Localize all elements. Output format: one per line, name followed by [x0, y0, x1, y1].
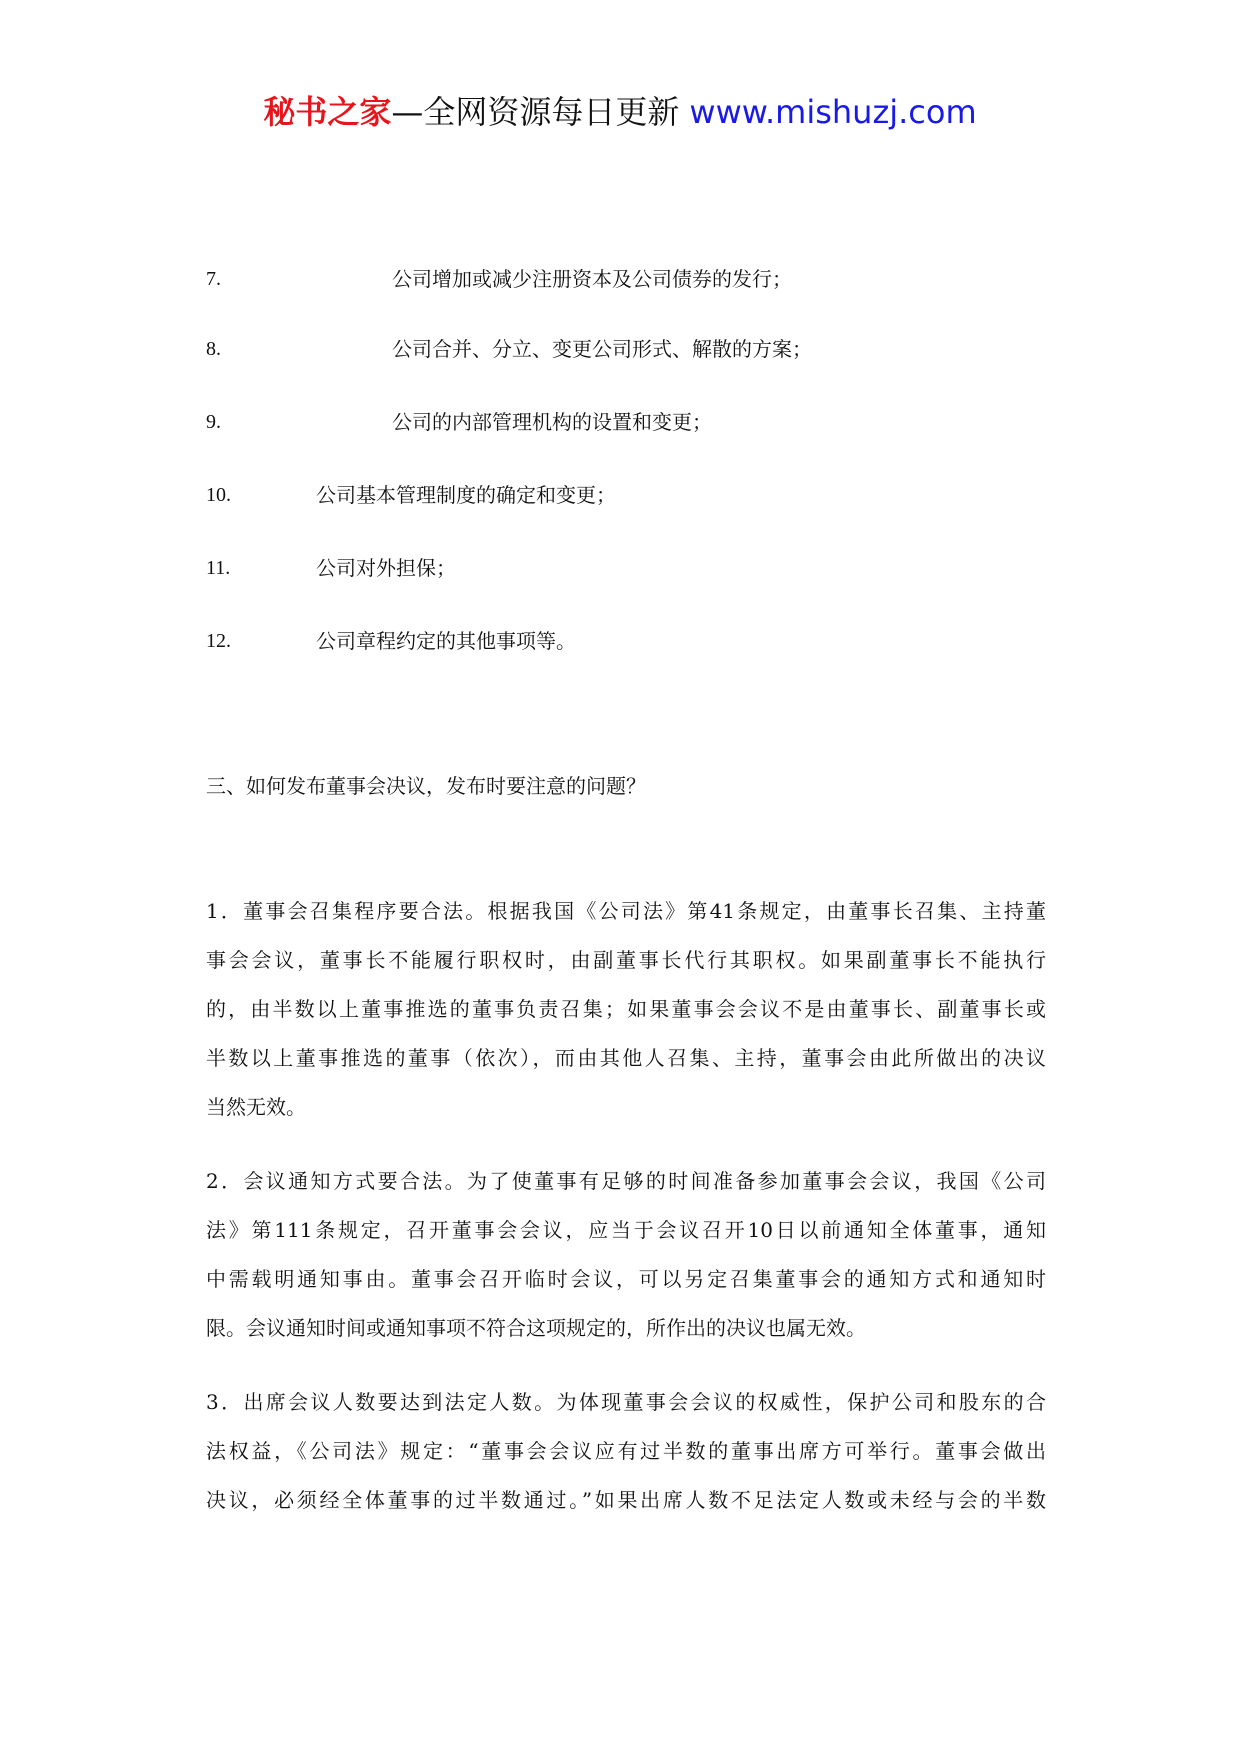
- list-item-text: 公司对外担保；: [316, 556, 456, 580]
- list-item-number: 9.: [206, 411, 221, 433]
- paragraph-1: [206, 887, 1046, 1132]
- paragraph-line: 当然无效。: [206, 1095, 306, 1119]
- list-item: [206, 553, 1046, 583]
- paragraph-line: 2．会议通知方式要合法。为了使董事有足够的时间准备参加董事会会议，我国《公司: [206, 1169, 1046, 1193]
- paragraph-line: 限。会议通知时间或通知事项不符合这项规定的，所作出的决议也属无效。: [206, 1316, 866, 1340]
- paragraph-line: 1．董事会召集程序要合法。根据我国《公司法》第41条规定，由董事长召集、主持董: [206, 899, 1046, 923]
- list-item-number: 8.: [206, 338, 221, 360]
- list-item: [206, 407, 1046, 437]
- paragraph-line: 的，由半数以上董事推选的董事负责召集；如果董事会会议不是由董事长、副董事长或: [206, 997, 1046, 1021]
- list-item-number: 11.: [206, 557, 231, 579]
- list-item-text: 公司合并、分立、变更公司形式、解散的方案；: [392, 337, 812, 361]
- list-item-text: 公司的内部管理机构的设置和变更；: [392, 410, 712, 434]
- list-item-number: 10.: [206, 484, 231, 506]
- list-item: [206, 480, 1046, 510]
- site-brand: 秘书之家: [263, 93, 392, 131]
- paragraph-2: [206, 1157, 1046, 1353]
- list-item: [206, 334, 1046, 364]
- paragraph-3: [206, 1378, 1046, 1525]
- paragraph-line: 决议，必须经全体董事的过半数通过。”如果出席人数不足法定人数或未经与会的半数: [206, 1488, 1046, 1512]
- list-item-number: 12.: [206, 630, 231, 652]
- paragraph-line: 半数以上董事推选的董事（依次），而由其他人召集、主持，董事会由此所做出的决议: [206, 1046, 1046, 1070]
- list-item-text: 公司增加或减少注册资本及公司债券的发行；: [392, 267, 792, 291]
- paragraph-line: 法》第111条规定，召开董事会会议，应当于会议召开10日以前通知全体董事，通知: [206, 1218, 1046, 1242]
- list-item-text: 公司基本管理制度的确定和变更；: [316, 483, 616, 507]
- paragraph-line: 3．出席会议人数要达到法定人数。为体现董事会会议的权威性，保护公司和股东的合: [206, 1390, 1046, 1414]
- page-header: [0, 92, 1240, 132]
- paragraph-line: 事会会议，董事长不能履行职权时，由副董事长代行其职权。如果副董事长不能执行: [206, 948, 1046, 972]
- list-item: [206, 264, 1046, 294]
- paragraph-line: 法权益，《公司法》规定：“董事会会议应有过半数的董事出席方可举行。董事会做出: [206, 1439, 1046, 1463]
- section-heading: 三、如何发布董事会决议，发布时要注意的问题？: [206, 774, 646, 798]
- list-item-number: 7.: [206, 268, 221, 290]
- list-item: [206, 626, 1046, 656]
- list-item-text: 公司章程约定的其他事项等。: [316, 629, 576, 653]
- site-url[interactable]: www.mishuzj.com: [689, 93, 977, 131]
- paragraph-line: 中需载明通知事由。董事会召开临时会议，可以另定召集董事会的通知方式和通知时: [206, 1267, 1046, 1291]
- site-tagline: —全网资源每日更新: [391, 93, 680, 131]
